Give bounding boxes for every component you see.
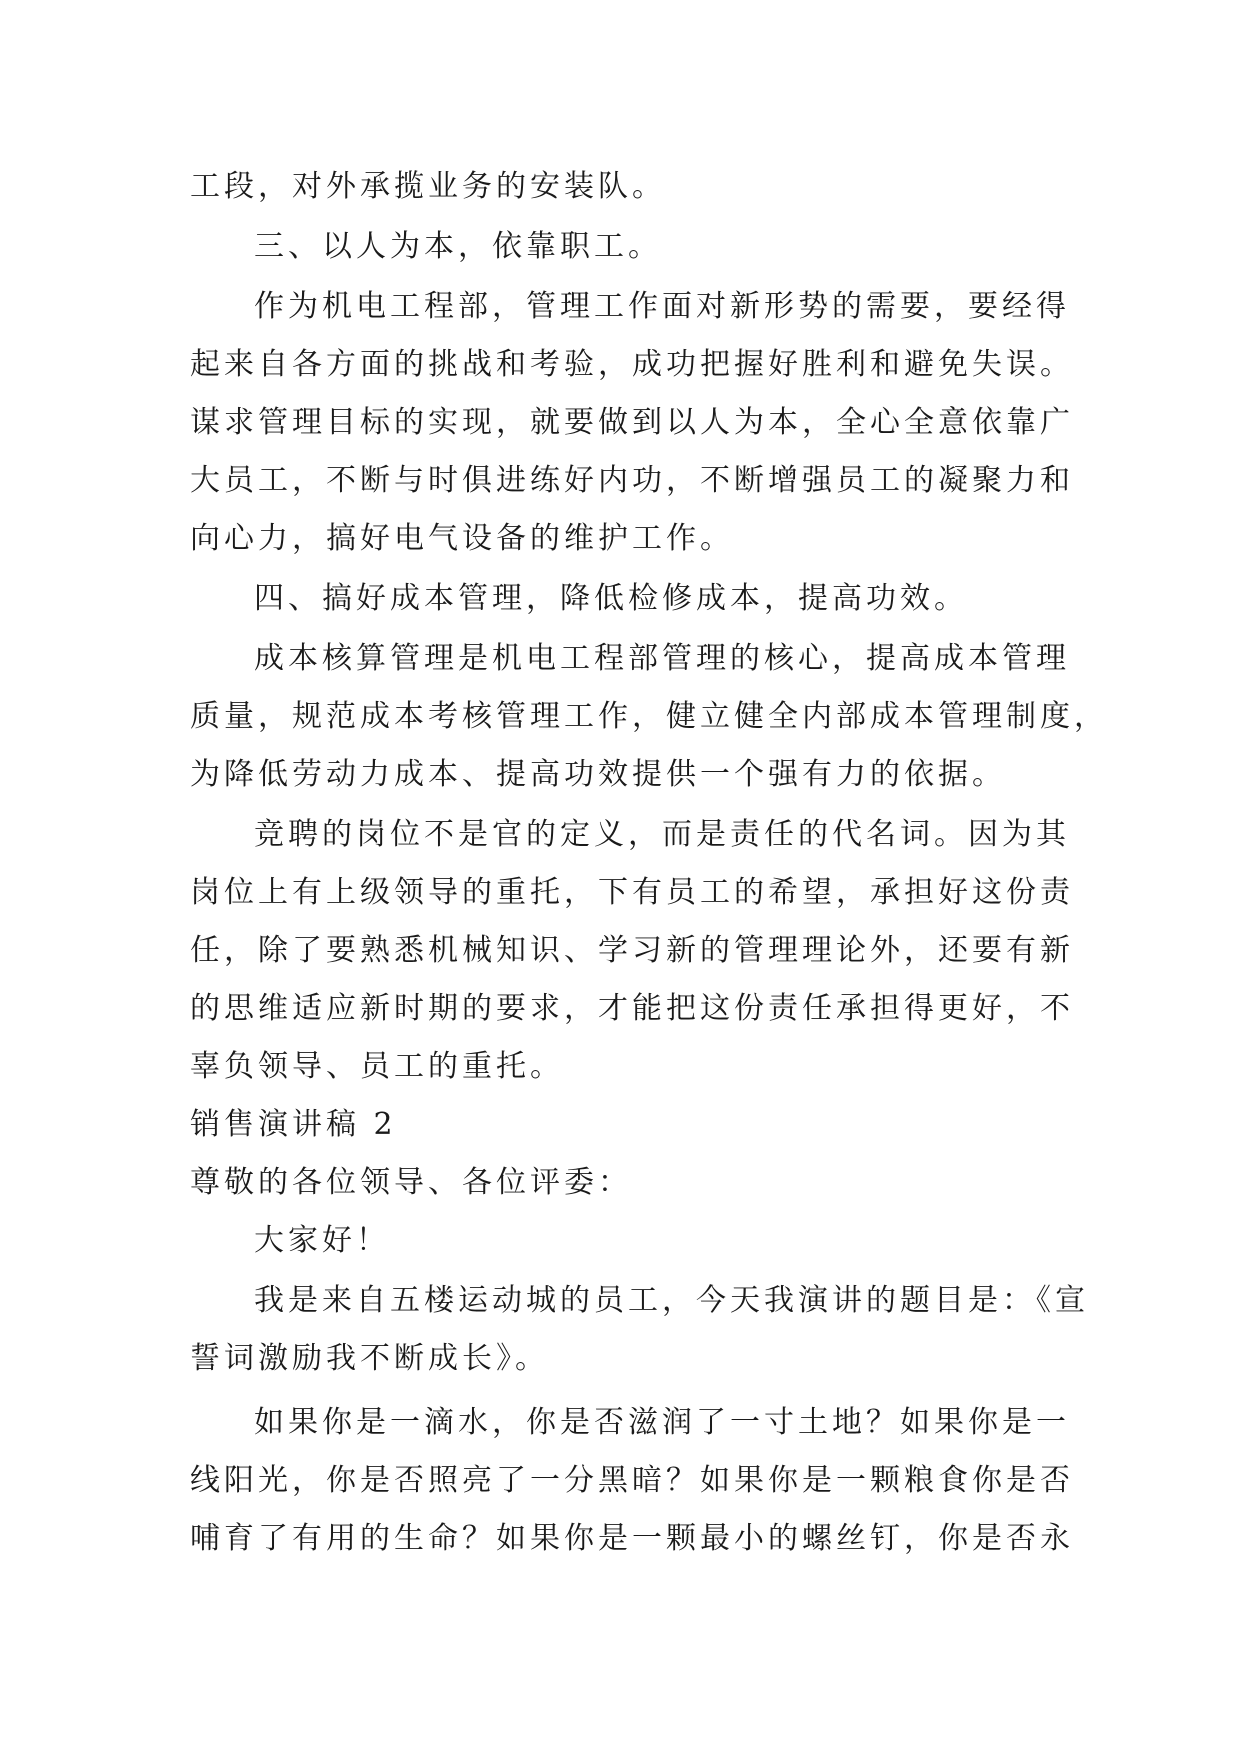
paragraph-line: 为降低劳动力成本、提高功效提供一个强有力的依据。 [190, 757, 1006, 792]
salutation: 尊敬的各位领导、各位评委： [190, 1165, 632, 1200]
paragraph-line: 作为机电工程部，管理工作面对新形势的需要，要经得 [254, 289, 1070, 324]
paragraph-line: 岗位上有上级领导的重托，下有员工的希望，承担好这份责 [190, 875, 1074, 910]
paragraph-line: 向心力，搞好电气设备的维护工作。 [190, 521, 734, 556]
section-heading: 三、以人为本，依靠职工。 [254, 229, 662, 264]
paragraph-line: 线阳光，你是否照亮了一分黑暗？如果你是一颗粮食你是否 [190, 1463, 1074, 1498]
section-heading: 四、搞好成本管理，降低检修成本，提高功效。 [254, 581, 968, 616]
paragraph-line: 大员工，不断与时俱进练好内功，不断增强员工的凝聚力和 [190, 463, 1074, 498]
paragraph-line: 竞聘的岗位不是官的定义，而是责任的代名词。因为其 [254, 817, 1070, 852]
paragraph-line: 我是来自五楼运动城的员工，今天我演讲的题目是：《宣 [254, 1283, 1089, 1318]
paragraph-line: 誓词激励我不断成长》。 [190, 1341, 549, 1376]
greeting: 大家好！ [254, 1223, 390, 1258]
document-body [190, 158, 1108, 1568]
paragraph-line: 质量，规范成本考核管理工作，健立健全内部成本管理制度， [190, 699, 1108, 734]
document-title: 销售演讲稿 2 [190, 1107, 397, 1142]
paragraph-line: 成本核算管理是机电工程部管理的核心，提高成本管理 [254, 641, 1070, 676]
paragraph-line: 起来自各方面的挑战和考验，成功把握好胜利和避免失误。 [190, 347, 1074, 382]
paragraph-line: 谋求管理目标的实现，就要做到以人为本，全心全意依靠广 [190, 405, 1074, 440]
paragraph-line: 辜负领导、员工的重托。 [190, 1049, 564, 1084]
paragraph-line: 的思维适应新时期的要求，才能把这份责任承担得更好，不 [190, 991, 1074, 1026]
paragraph-line: 任，除了要熟悉机械知识、学习新的管理理论外，还要有新 [190, 933, 1074, 968]
paragraph-line: 工段，对外承揽业务的安装队。 [190, 169, 666, 204]
paragraph-line: 哺育了有用的生命？如果你是一颗最小的螺丝钉，你是否永 [190, 1521, 1074, 1556]
paragraph-line: 如果你是一滴水，你是否滋润了一寸土地？如果你是一 [254, 1405, 1070, 1440]
